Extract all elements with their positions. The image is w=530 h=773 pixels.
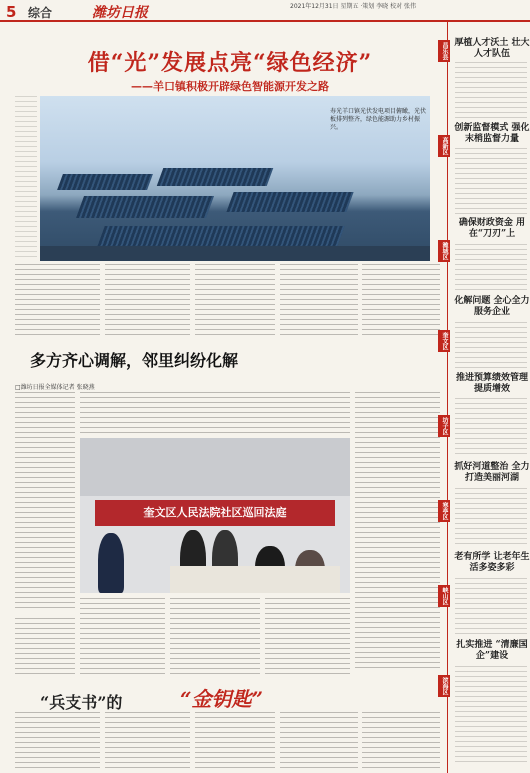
region-tag: 坊子区	[438, 415, 450, 437]
right-text-4	[455, 322, 527, 370]
lead-title: 借“光”发展点亮“绿色经济”	[87, 50, 373, 76]
photo-caption: 寿光羊口镇光伏发电项目俯瞰，光伏板排列整齐，绿色能源助力乡村振兴。	[330, 108, 427, 131]
third-text-col-1	[15, 712, 100, 770]
section-name: 综合	[28, 6, 53, 20]
right-text-5	[455, 398, 527, 458]
lead-text-col-1	[15, 264, 100, 339]
second-text-col-3	[355, 392, 440, 672]
right-text-3	[455, 244, 527, 292]
third-text-col-2	[105, 712, 190, 770]
court-photo	[80, 438, 350, 593]
right-text-8	[455, 666, 527, 766]
right-text-2	[455, 148, 527, 214]
third-title-accent: “金钥匙”	[180, 687, 264, 711]
right-headline-2: 创新监督模式 强化末梢监督力量	[454, 123, 530, 144]
second-text-col-2b	[170, 598, 260, 676]
page-header	[0, 0, 530, 22]
right-headline-8: 扎实推进 “清廉国企”建设	[456, 640, 528, 661]
lead-text-col-5	[362, 264, 440, 339]
right-headline-3: 确保财政资金 用在“刀刃”上	[458, 218, 526, 239]
right-text-1	[455, 62, 527, 120]
region-tag: 寒亭区	[438, 500, 450, 522]
second-text-col-2a	[80, 598, 165, 676]
right-text-7	[455, 578, 527, 636]
region-tag: 潍城区	[438, 240, 450, 262]
region-tag: 昌乐县	[438, 40, 450, 62]
third-text-col-4	[280, 712, 358, 770]
right-headline-1: 厚植人才沃土 壮大人才队伍	[454, 38, 530, 59]
second-title: 多方齐心调解，邻里纠纷化解	[30, 351, 239, 370]
lead-text-col-3	[195, 264, 275, 339]
second-text-col-2c	[265, 598, 350, 676]
right-headline-4: 化解问题 全心全力服务企业	[454, 296, 530, 317]
header-meta: 2021年12月31日 星期五 ·策划 李晓 校对 张伟	[290, 3, 416, 10]
lead-subtitle: ——羊口镇积极开辟绿色智能源开发之路	[131, 80, 329, 93]
right-headline-7: 老有所学 让老年生活多姿多彩	[454, 552, 530, 573]
court-banner: 奎文区人民法院社区巡回法庭	[95, 500, 335, 526]
newspaper-name: 潍坊日报	[92, 5, 148, 21]
second-byline: □潍坊日报全媒体记者 张晓燕	[15, 384, 95, 391]
right-text-6	[455, 488, 527, 548]
page-number: 5	[6, 3, 17, 21]
third-title: “兵支书”的	[40, 693, 123, 712]
region-tag: 滨海区	[438, 675, 450, 697]
region-tag: 峡山区	[438, 585, 450, 607]
right-headline-5: 推进预算绩效管理 提质增效	[455, 373, 528, 394]
second-text-col-1	[15, 392, 75, 612]
region-tag: 奎文区	[438, 330, 450, 352]
second-text-top	[80, 392, 350, 434]
region-tag: 高新区	[438, 135, 450, 157]
third-text-col-5	[362, 712, 440, 770]
third-text-col-3	[195, 712, 275, 770]
lead-side-text	[15, 96, 37, 261]
second-text-col-1b	[15, 618, 75, 676]
right-headline-6: 抓好河道整治 全力打造美丽河湖	[454, 462, 530, 483]
lead-text-col-4	[280, 264, 358, 339]
lead-text-col-2	[105, 264, 190, 339]
